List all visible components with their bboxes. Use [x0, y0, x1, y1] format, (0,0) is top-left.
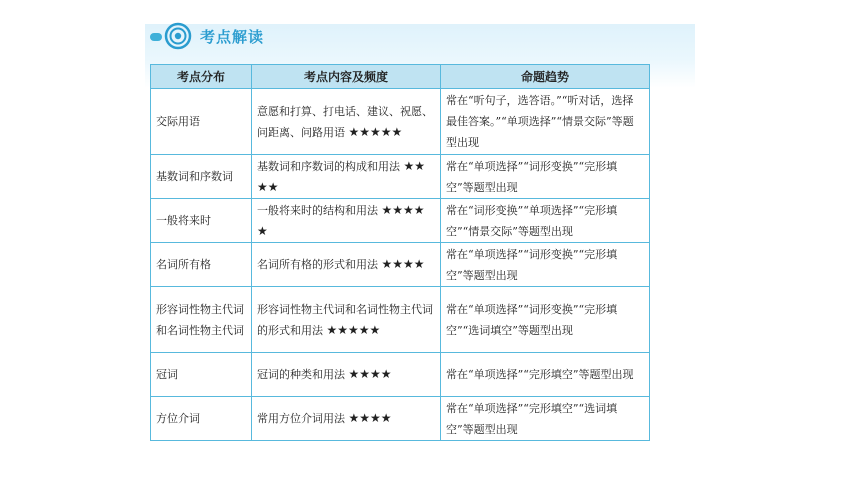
content-cell: [252, 199, 441, 243]
column-header-trend: 命题趋势: [441, 65, 650, 89]
content-text: 一般将来时的结构和用法: [257, 203, 378, 217]
trend-cell: [441, 155, 650, 199]
frequency-stars: ★★★★: [348, 367, 392, 381]
content-text: 冠词的种类和用法: [257, 368, 345, 381]
exam-points-table: [150, 64, 650, 441]
trend-cell: [441, 89, 650, 155]
trend-text: 常在“单项选择”“完形填空”“选词填空”等题型出现: [446, 401, 618, 436]
topic-text: 名词所有格: [156, 258, 211, 271]
trend-cell: [441, 199, 650, 243]
column-header-content: 考点内容及频度: [252, 65, 441, 89]
topic-text: 冠词: [156, 368, 178, 381]
topic-cell: [151, 89, 252, 155]
trend-cell: [441, 287, 650, 353]
table-row: [151, 199, 650, 243]
table-row: [151, 353, 650, 397]
content-text: 基数词和序数词的构成和用法: [257, 159, 400, 173]
header-decoration: [150, 33, 162, 41]
frequency-stars: ★★★★★: [348, 124, 403, 139]
content-cell: [252, 287, 441, 353]
frequency-stars: ★★★★: [257, 158, 426, 194]
content-text: 意愿和打算、打电话、建议、祝愿、问距离、问路用语: [257, 104, 433, 139]
topic-cell: [151, 353, 252, 397]
trend-text: 常在“单项选择”“词形变换”“完形填空”等题型出现: [446, 247, 618, 282]
content-cell: [252, 243, 441, 287]
trend-cell: [441, 397, 650, 441]
topic-text: 形容词性物主代词和名词性物主代词: [156, 302, 244, 337]
target-icon: [164, 22, 192, 50]
topic-cell: [151, 397, 252, 441]
topic-cell: [151, 287, 252, 353]
trend-text: 常在“单项选择”“完形填空”等题型出现: [446, 368, 634, 381]
table-row: [151, 89, 650, 155]
topic-text: 方位介词: [156, 412, 200, 425]
table-row: [151, 243, 650, 287]
section-title: 考点解读: [200, 28, 265, 46]
topic-text: 交际用语: [156, 115, 200, 128]
frequency-stars: ★★★★: [348, 411, 392, 425]
content-text: 名词所有格的形式和用法: [257, 258, 378, 271]
topic-cell: [151, 243, 252, 287]
table-row: [151, 397, 650, 441]
topic-text: 基数词和序数词: [156, 170, 233, 183]
content-cell: [252, 397, 441, 441]
content-cell: [252, 353, 441, 397]
content-text: 常用方位介词用法: [257, 412, 345, 425]
content-text: 形容词性物主代词和名词性物主代词的形式和用法: [257, 302, 433, 337]
trend-text: 常在“单项选择”“词形变换”“完形填空”“选词填空”等题型出现: [446, 302, 618, 337]
column-header-topic: 考点分布: [151, 65, 252, 89]
trend-text: 常在“单项选择”“词形变换”“完形填空”等题型出现: [446, 159, 618, 194]
table-row: [151, 287, 650, 353]
topic-cell: [151, 199, 252, 243]
content-cell: [252, 155, 441, 199]
trend-cell: [441, 243, 650, 287]
topic-text: 一般将来时: [156, 214, 211, 227]
trend-text: 常在“词形变换”“单项选择”“完形填空”“情景交际”等题型出现: [446, 203, 618, 238]
frequency-stars: ★★★★★: [326, 322, 381, 337]
trend-cell: [441, 353, 650, 397]
table-row: [151, 155, 650, 199]
table-header-row: [151, 65, 650, 89]
frequency-stars: ★★★★: [381, 257, 425, 271]
content-cell: [252, 89, 441, 155]
trend-text: 常在“听句子，选答语。”“听对话，选择最佳答案。”“单项选择”“情景交际”等题型出现: [446, 94, 634, 149]
frequency-stars: ★★★★★: [257, 202, 425, 238]
topic-cell: [151, 155, 252, 199]
